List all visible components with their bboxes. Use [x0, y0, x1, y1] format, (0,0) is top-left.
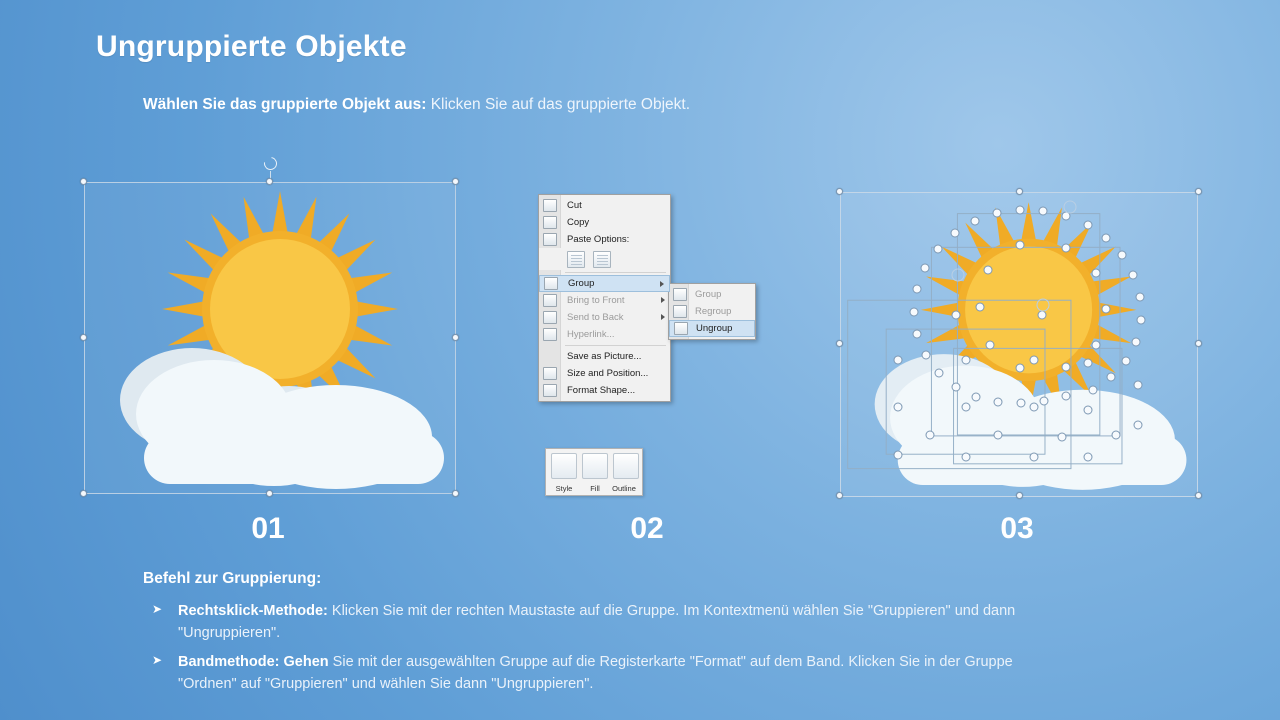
menu-item-copy[interactable]	[539, 214, 670, 231]
resize-handle[interactable]	[1016, 492, 1023, 499]
menu-item-label: Bring to Front	[567, 295, 625, 306]
section-title: Befehl zur Gruppierung:	[143, 570, 322, 587]
arrow-bullet-icon: ➤	[152, 652, 163, 667]
format-shape-icon	[543, 384, 557, 397]
menu-item-save-as-picture[interactable]	[539, 348, 670, 365]
menu-item-label: Cut	[567, 200, 582, 211]
figure-01	[80, 165, 460, 497]
resize-handle[interactable]	[452, 490, 459, 497]
menu-item-label: Format Shape...	[567, 385, 636, 396]
resize-handle[interactable]	[452, 334, 459, 341]
menu-item-label: Save as Picture...	[567, 351, 642, 362]
bring-front-icon	[543, 294, 557, 307]
menu-separator	[565, 345, 666, 346]
paste-picture-icon[interactable]	[593, 251, 611, 268]
group-submenu[interactable]	[668, 283, 756, 340]
intro-bold: Wählen Sie das gruppierte Objekt aus:	[143, 96, 427, 113]
copy-icon	[543, 216, 557, 229]
size-position-icon	[543, 367, 557, 380]
resize-handle[interactable]	[1195, 340, 1202, 347]
clipboard-icon	[543, 233, 557, 246]
submenu-item-label: Regroup	[695, 306, 732, 317]
submenu-item-label: Group	[695, 289, 722, 300]
menu-item-format-shape[interactable]	[539, 382, 670, 399]
menu-item-size-and-position[interactable]	[539, 365, 670, 382]
fill-bucket-icon[interactable]	[582, 453, 608, 479]
resize-handle[interactable]	[1195, 492, 1202, 499]
menu-item-label: Hyperlink...	[567, 329, 615, 340]
menu-item-send-to-back[interactable]	[539, 309, 670, 326]
resize-handle[interactable]	[1195, 188, 1202, 195]
figure-03	[838, 185, 1200, 497]
resize-handle[interactable]	[1016, 188, 1023, 195]
submenu-item-group[interactable]	[669, 286, 755, 303]
step-number-01: 01	[251, 512, 285, 545]
menu-item-label: Size and Position...	[567, 368, 649, 379]
resize-handle[interactable]	[836, 188, 843, 195]
list-item-text	[178, 603, 1015, 641]
submenu-item-label: Ungroup	[696, 323, 733, 334]
menu-item-hyperlink[interactable]	[539, 326, 670, 343]
menu-item-label: Copy	[567, 217, 590, 228]
page-title: Ungruppierte Objekte	[96, 30, 407, 63]
ungrouped-handles-overlay	[838, 185, 1200, 497]
bullet-list	[150, 600, 1030, 702]
scissors-icon	[543, 199, 557, 212]
paste-keep-formatting-icon[interactable]	[567, 251, 585, 268]
list-item-text	[178, 654, 1013, 692]
chevron-right-icon	[661, 297, 665, 303]
list-item-rest: Klicken Sie mit der rechten Maustaste auf die Gruppe. Im Kontextmenü wählen Sie "Gruppieren" und dann "Ungruppieren".	[178, 603, 1016, 642]
mini-toolbar-label-style: Style	[555, 484, 573, 493]
menu-item-paste-options[interactable]	[539, 231, 670, 248]
resize-handle[interactable]	[80, 490, 87, 497]
menu-item-group[interactable]	[539, 275, 670, 292]
hyperlink-icon	[543, 328, 557, 341]
menu-item-cut[interactable]	[539, 197, 670, 214]
chevron-right-icon	[660, 281, 664, 287]
resize-handle[interactable]	[836, 340, 843, 347]
group-icon	[544, 277, 558, 290]
rotation-handle-01[interactable]	[261, 154, 279, 172]
context-menu[interactable]	[538, 194, 671, 402]
list-item	[150, 651, 1030, 696]
menu-item-bring-to-front[interactable]	[539, 292, 670, 309]
resize-handle[interactable]	[266, 490, 273, 497]
intro-text	[143, 94, 703, 116]
list-item	[150, 600, 1030, 645]
resize-handle[interactable]	[836, 492, 843, 499]
resize-handle[interactable]	[80, 178, 87, 185]
paste-options-row[interactable]	[539, 248, 670, 270]
chevron-right-icon	[661, 314, 665, 320]
step-number-02: 02	[630, 512, 664, 545]
resize-handle[interactable]	[80, 334, 87, 341]
group-icon	[673, 288, 687, 301]
menu-item-label: Paste Options:	[567, 234, 630, 245]
submenu-item-regroup[interactable]	[669, 303, 755, 320]
list-item-bold: Rechtsklick-Methode:	[178, 603, 328, 619]
sun-cloud-illustration-01	[84, 182, 456, 494]
list-item-bold: Bandmethode: Gehen	[178, 653, 329, 670]
arrow-bullet-icon: ➤	[152, 602, 163, 616]
menu-item-label: Send to Back	[567, 312, 624, 323]
step-number-03: 03	[1000, 512, 1034, 545]
list-item-rest: Sie mit der ausgewählten Gruppe auf die Registerkarte "Format" auf dem Band. Klicken Sie in der Gruppe "Ordnen" auf "Gruppieren" und wählen Sie dann "Ungruppieren".	[178, 653, 1013, 693]
mini-toolbar-label-fill: Fill	[590, 484, 600, 493]
submenu-item-ungroup[interactable]	[669, 320, 755, 337]
menu-item-label: Group	[568, 278, 595, 289]
resize-handle[interactable]	[452, 178, 459, 185]
outline-pen-icon[interactable]	[613, 453, 639, 479]
send-back-icon	[543, 311, 557, 324]
intro-rest: Klicken Sie auf das gruppierte Objekt.	[430, 96, 691, 113]
menu-separator	[565, 272, 666, 273]
regroup-icon	[673, 305, 687, 318]
mini-toolbar[interactable]	[545, 448, 643, 496]
mini-toolbar-label-outline: Outline	[612, 484, 636, 493]
shape-style-icon[interactable]	[551, 453, 577, 479]
resize-handle[interactable]	[266, 178, 273, 185]
ungroup-icon	[674, 322, 688, 335]
